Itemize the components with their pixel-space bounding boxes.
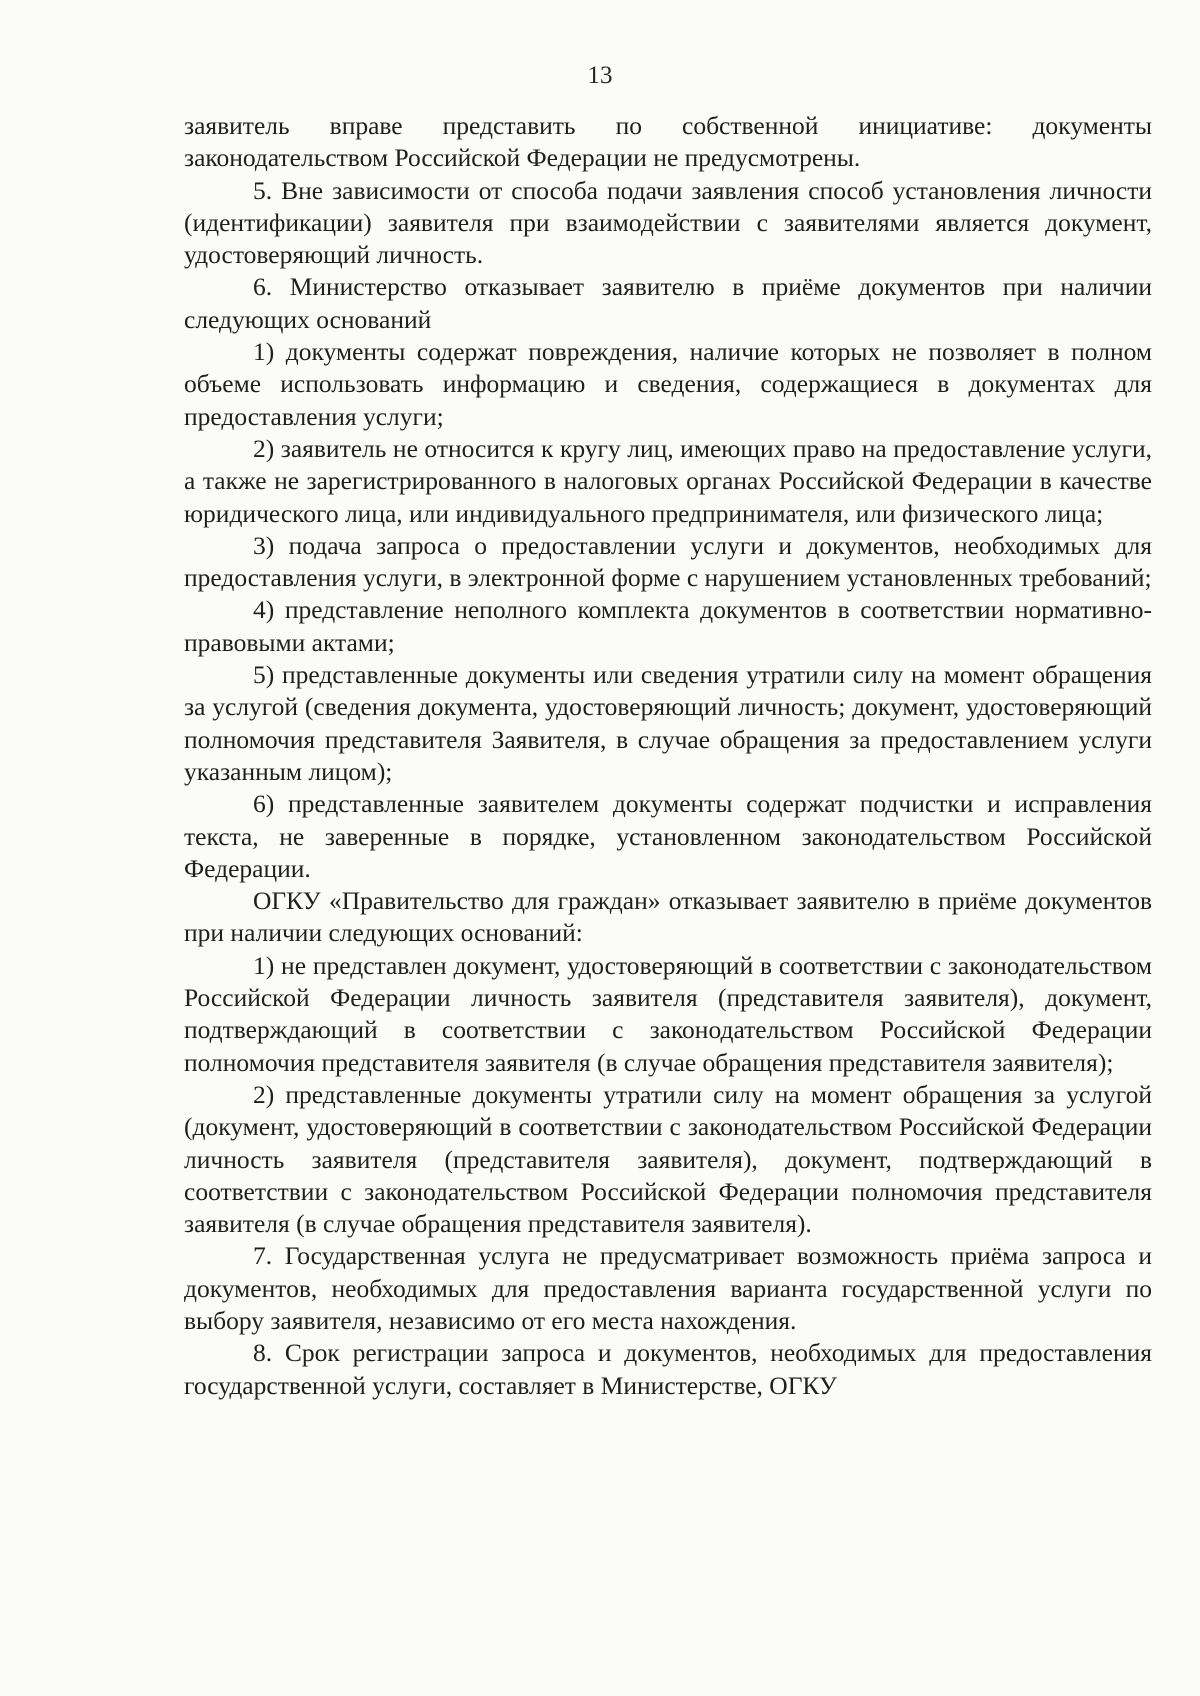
list-item: 2) заявитель не относится к кругу лиц, имеющих право на предоставление услуги, а также не зарегистрированного в налоговых органах Российской Федерации в качестве юридического лица, или индивидуального предпринимателя, или физического лица; [184, 433, 1152, 528]
list-item: 3) подача запроса о предоставлении услуги и документов, необходимых для предоставления услуги, в электронной форме с нарушением установленных требований; [184, 530, 1152, 593]
paragraph: 7. Государственная услуга не предусматривает возможность приёма запроса и документов, необходимых для предоставления варианта государственной услуги по выбору заявителя, независимо от его места нахождения. [184, 1241, 1152, 1335]
page-number: 13 [587, 62, 613, 89]
paragraph: 8. Срок регистрации запроса и документов, необходимых для предоставления государственной услуги, составляет в Министерстве, ОГКУ [184, 1338, 1152, 1400]
document-body [184, 110, 1152, 1402]
list-item: 1) документы содержат повреждения, наличие которых не позволяет в полном объеме использовать информацию и сведения, содержащиеся в документах для предоставления услуги; [184, 337, 1152, 431]
paragraph: 6. Министерство отказывает заявителю в приёме документов при наличии следующих оснований [184, 272, 1152, 334]
list-item: 4) представление неполного комплекта документов в соответствии нормативно-правовыми актами; [184, 595, 1152, 657]
list-item: 2) представленные документы утратили силу на момент обращения за услугой (документ, удостоверяющий в соответствии с законодательством Российской Федерации личность заявителя (представителя заявителя), документ, подтверждающий в соответствии с законодательством Российской Федерации полномочия представителя заявителя (в случае обращения представителя заявителя). [184, 1079, 1152, 1239]
list-item: 5) представленные документы или сведения утратили силу на момент обращения за услугой (сведения документа, удостоверяющий личность; документ, удостоверяющий полномочия представителя Заявителя, в случае обращения за предоставлением услуги указанным лицом); [184, 660, 1152, 786]
paragraph: ОГКУ «Правительство для граждан» отказывает заявителю в приёме документов при наличии следующих оснований: [184, 886, 1152, 948]
paragraph: заявитель вправе представить по собственной инициативе: документы законодательством Российской Федерации не предусмотрены. [184, 111, 1152, 173]
list-item: 6) представленные заявителем документы содержат подчистки и исправления текста, не заверенные в порядке, установленном законодательством Российской Федерации. [184, 789, 1152, 883]
paragraph: 5. Вне зависимости от способа подачи заявления способ установления личности (идентификации) заявителя при взаимодействии с заявителями является документ, удостоверяющий личность. [184, 175, 1152, 270]
list-item: 1) не представлен документ, удостоверяющий в соответствии с законодательством Российской Федерации личность заявителя (представителя заявителя), документ, подтверждающий в соответствии с законодательством Российской Федерации полномочия представителя заявителя (в случае обращения представителя заявителя); [184, 950, 1152, 1077]
